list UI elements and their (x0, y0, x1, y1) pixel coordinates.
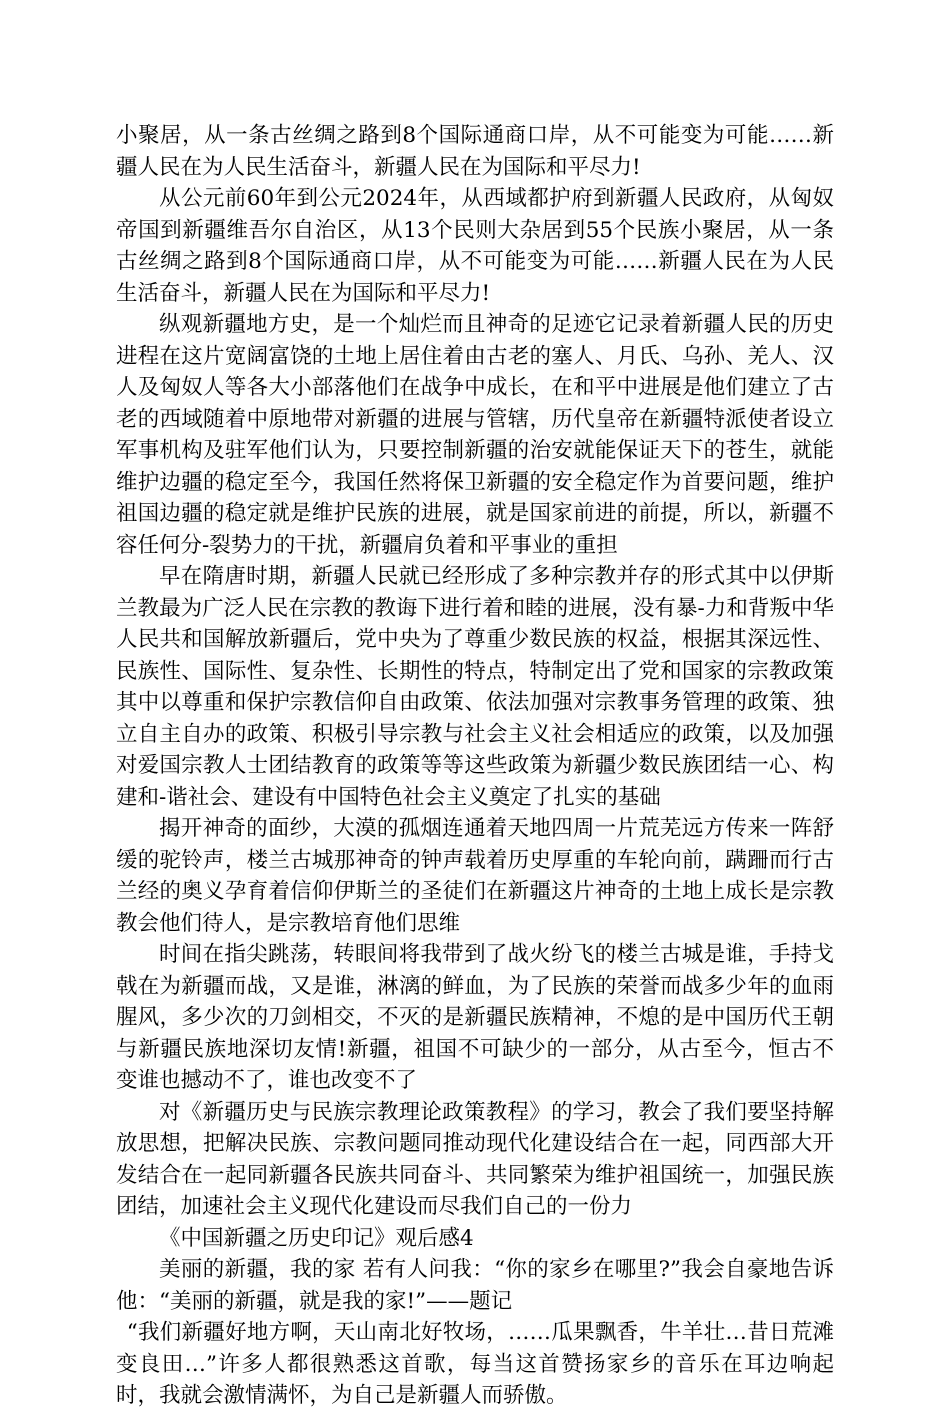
section-heading: 《中国新疆之历史印记》观后感4 (159, 1225, 474, 1251)
document-body (116, 120, 834, 1412)
paragraph-continuation: 小聚居，从一条古丝绸之路到8个国际通商口岸，从不可能变为可能……新疆人民在为人民生活奋斗，新疆人民在为国际和平尽力! (116, 123, 834, 180)
paragraph-epigraph: 美丽的新疆，我的家 若有人问我：“你的家乡在哪里?”我会自豪地告诉他：“美丽的新疆，就是我的家!”——题记 (116, 1257, 834, 1314)
paragraph-song: “我们新疆好地方啊，天山南北好牧场，……瓜果飘香，牛羊壮…昔日荒滩变良田…”许多人都很熟悉这首歌，每当这首赞扬家乡的音乐在耳边响起时，我就会激情满怀，为自己是新疆人而骄傲。 (116, 1320, 834, 1408)
paragraph-course-study: 对《新疆历史与民族宗教理论政策教程》的学习，教会了我们要坚持解放思想，把解决民族、宗教问题同推动现代化建设结合在一起，同西部大开发结合在一起同新疆各民族共同奋斗、共同繁荣为维护祖国统一，加强民族团结，加速社会主义现代化建设而尽我们自己的一份力 (116, 1099, 834, 1219)
paragraph-timeline: 从公元前60年到公元2024年，从西域都护府到新疆人民政府，从匈奴帝国到新疆维吾尔自治区，从13个民则大杂居到55个民族小聚居，从一条古丝绸之路到8个国际通商口岸，从不可能变为可能……新疆人民在为人民生活奋斗，新疆人民在为国际和平尽力! (116, 186, 834, 306)
paragraph-mystery: 揭开神奇的面纱，大漠的孤烟连通着天地四周一片荒芜远方传来一阵舒缓的驼铃声，楼兰古城那神奇的钟声载着历史厚重的车轮向前，蹒跚而行古兰经的奥义孕育着信仰伊斯兰的圣徒们在新疆这片神奇的土地上成长是宗教教会他们待人，是宗教培育他们思维 (116, 816, 834, 936)
paragraph-history-overview: 纵观新疆地方史，是一个灿烂而且神奇的足迹它记录着新疆人民的历史进程在这片宽阔富饶的土地上居住着由古老的塞人、月氏、乌孙、羌人、汉人及匈奴人等各大小部落他们在战争中成长，在和平中进展是他们建立了古老的西域随着中原地带对新疆的进展与管辖，历代皇帝在新疆特派使者设立军事机构及驻军他们认为，只要控制新疆的治安就能保证天下的苍生，就能维护边疆的稳定至今，我国任然将保卫新疆的安全稳定作为首要问题，维护祖国边疆的稳定就是维护民族的进展，就是国家前进的前提，所以，新疆不容任何分-裂势力的干扰，新疆肩负着和平事业的重担 (116, 312, 834, 558)
paragraph-religion-policy: 早在隋唐时期，新疆人民就已经形成了多种宗教并存的形式其中以伊斯兰教最为广泛人民在宗教的教诲下进行着和睦的进展，没有暴-力和背叛中华人民共和国解放新疆后，党中央为了尊重少数民族的权益，根据其深远性、民族性、国际性、复杂性、长期性的特点，特制定出了党和国家的宗教政策其中以尊重和保护宗教信仰自由政策、依法加强对宗教事务管理的政策、独立自主自办的政策、积极引导宗教与社会主义社会相适应的政策，以及加强对爱国宗教人士团结教育的政策等等这些政策为新疆少数民族团结一心、构建和-谐社会、建设有中国特色社会主义奠定了扎实的基础 (116, 564, 834, 810)
paragraph-loulan: 时间在指尖跳荡，转眼间将我带到了战火纷飞的楼兰古城是谁，手持戈戟在为新疆而战，又是谁，淋漓的鲜血，为了民族的荣誉而战多少年的血雨腥风，多少次的刀剑相交，不灭的是新疆民族精神，不熄的是中国历代王朝与新疆民族地深切友情!新疆，祖国不可缺少的一部分，从古至今，恒古不变谁也撼动不了，谁也改变不了 (116, 942, 834, 1093)
